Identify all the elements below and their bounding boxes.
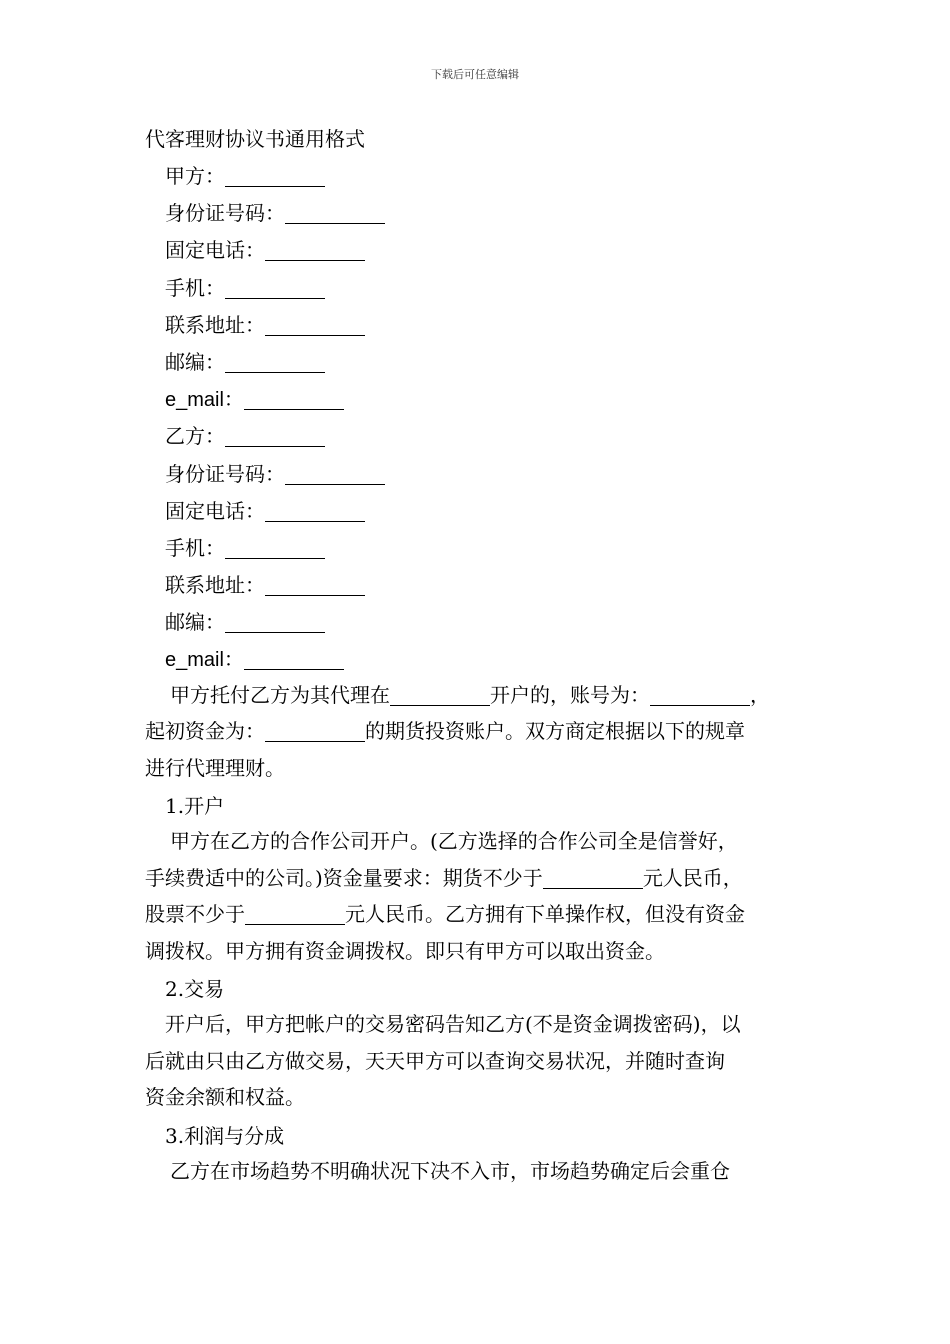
- party-b-mobile-field: 手机：: [145, 530, 815, 567]
- party-a-mobile-field: 手机：: [145, 270, 815, 307]
- blank-line[interactable]: [225, 278, 325, 299]
- party-a-address-field: 联系地址：: [145, 307, 815, 344]
- blank-line[interactable]: [265, 501, 365, 522]
- party-b-zip-field: 邮编：: [145, 604, 815, 641]
- section-profit-paragraph: 乙方在市场趋势不明确状况下决不入市，市场趋势确定后会重仓: [170, 1158, 730, 1183]
- party-a-zip-field: 邮编：: [145, 344, 815, 381]
- party-b-phone-field: 固定电话：: [145, 493, 815, 530]
- party-b-name-field: 乙方：: [145, 418, 815, 455]
- party-a-id-field: 身份证号码：: [145, 195, 815, 232]
- section-heading-trading: 2.交易: [165, 977, 225, 1002]
- blank-line[interactable]: [244, 649, 344, 670]
- blank-line[interactable]: [265, 575, 365, 596]
- intro-paragraph: 甲方托付乙方为其代理在 开户的，账号为： ， 起初资金为： 的期货投资账户。双方商定根据以下的规章 进行代理理财。: [145, 682, 770, 780]
- page-header-note: 下载后可任意编辑: [431, 68, 519, 81]
- section-trading-paragraph: 开户后，甲方把帐户的交易密码告知乙方(不是资金调拨密码)，以 后就由只由乙方做交易，天天甲方可以查询交易状况，并随时查询 资金余额和权益。: [145, 1012, 741, 1110]
- party-a-name-field: 甲方：: [145, 158, 815, 195]
- section-heading-open-account: 1.开户: [165, 794, 225, 819]
- document-title: 代客理财协议书通用格式: [145, 127, 365, 151]
- section-open-account-paragraph: 甲方在乙方的合作公司开户。(乙方选择的合作公司全是信誉好， 手续费适中的公司。)资金量要求：期货不少于 元人民币， 股票不少于 元人民币。乙方拥有下单操作权，但没有资金 调拨权。甲方拥有资金调拨权。即只有甲方可以取出资金。: [145, 829, 745, 963]
- blank-line[interactable]: [225, 612, 325, 633]
- party-b-email-field: e_mail：: [145, 641, 815, 678]
- blank-line[interactable]: [650, 685, 750, 706]
- blank-line[interactable]: [543, 868, 643, 889]
- blank-line[interactable]: [390, 685, 490, 706]
- blank-line[interactable]: [245, 904, 345, 925]
- party-a-phone-field: 固定电话：: [145, 232, 815, 269]
- blank-line[interactable]: [265, 315, 365, 336]
- section-heading-profit: 3.利润与分成: [165, 1123, 285, 1148]
- blank-line[interactable]: [225, 166, 325, 187]
- blank-line[interactable]: [225, 538, 325, 559]
- party-b-address-field: 联系地址：: [145, 567, 815, 604]
- blank-line[interactable]: [285, 464, 385, 485]
- party-b-id-field: 身份证号码：: [145, 456, 815, 493]
- party-a-email-field: e_mail：: [145, 381, 815, 418]
- blank-line[interactable]: [265, 721, 365, 742]
- blank-line[interactable]: [265, 240, 365, 261]
- blank-line[interactable]: [285, 203, 385, 224]
- blank-line[interactable]: [225, 352, 325, 373]
- blank-line[interactable]: [225, 426, 325, 447]
- document-body: [145, 121, 815, 1191]
- blank-line[interactable]: [244, 389, 344, 410]
